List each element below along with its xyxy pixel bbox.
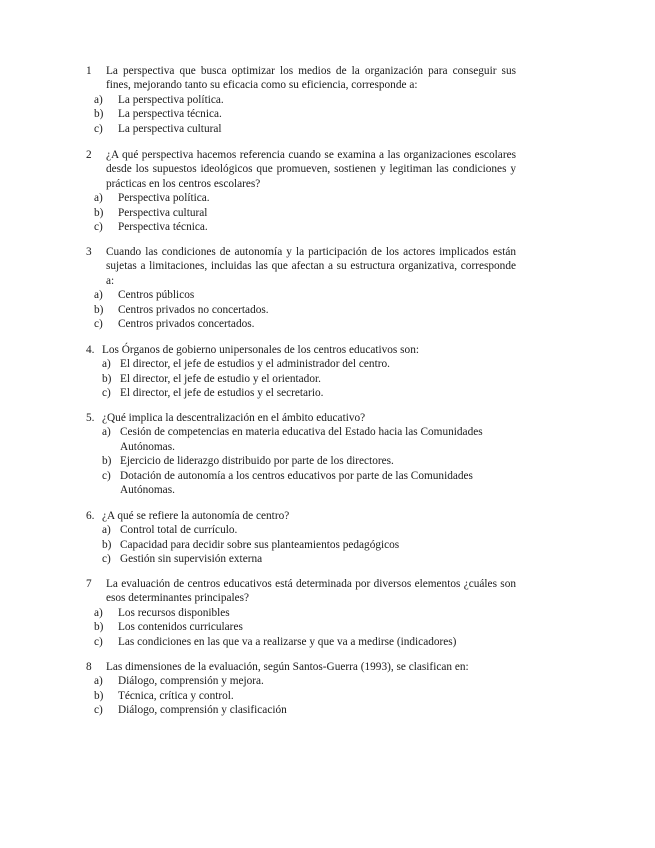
option-letter: c) [102, 469, 111, 482]
option-letter: b) [102, 538, 112, 551]
question-5 [86, 411, 516, 497]
option-a [86, 523, 516, 537]
question-1 [86, 64, 516, 136]
option-text: Centros privados no concertados. [118, 303, 269, 316]
question-text: Cuando las condiciones de autonomía y la participación de los actores implicados están sujetas a limitaciones, incluidas las que afectan a su estructura organizativa, corresponde a: [106, 246, 516, 287]
option-text: El director, el jefe de estudio y el orientador. [120, 372, 321, 385]
option-list [86, 425, 516, 497]
option-letter: b) [102, 455, 112, 468]
option-c [86, 635, 516, 649]
option-a [86, 191, 516, 205]
option-letter: a) [102, 524, 111, 537]
option-letter: a) [94, 606, 103, 619]
option-text: Perspectiva técnica. [118, 221, 208, 234]
option-list [86, 191, 516, 234]
option-letter: a) [102, 358, 111, 371]
question-number: 1 [86, 65, 92, 77]
option-letter: b) [94, 108, 104, 121]
option-text: Centros privados concertados. [118, 318, 255, 331]
option-c [86, 469, 516, 498]
option-list [86, 288, 516, 331]
question-text: La perspectiva que busca optimizar los medios de la organización para conseguir sus fines, mejorando tanto su eficacia como su eficiencia, corresponde a: [106, 65, 516, 92]
option-b [86, 538, 516, 552]
option-a [86, 674, 516, 688]
option-c [86, 317, 516, 331]
option-text: La perspectiva política. [118, 93, 224, 106]
option-text: Control total de currículo. [120, 524, 238, 537]
option-a [86, 288, 516, 302]
question-text: ¿Qué implica la descentralización en el ámbito educativo? [102, 412, 366, 424]
option-letter: c) [102, 387, 111, 400]
option-text: El director, el jefe de estudios y el secretario. [120, 387, 324, 400]
option-text: Diálogo, comprensión y mejora. [118, 675, 264, 688]
question-number: 5. [86, 412, 95, 424]
question-8 [86, 660, 516, 718]
option-list [86, 606, 516, 649]
question-text: Las dimensiones de la evaluación, según Santos-Guerra (1993), se clasifican en: [106, 661, 469, 673]
question-3 [86, 245, 516, 331]
option-text: La perspectiva cultural [118, 122, 222, 135]
option-b [86, 107, 516, 121]
option-letter: a) [94, 93, 103, 106]
option-c [86, 552, 516, 566]
option-text: Centros públicos [118, 289, 195, 302]
option-letter: b) [94, 689, 104, 702]
option-letter: c) [94, 122, 103, 135]
option-list [86, 357, 516, 400]
option-letter: c) [94, 318, 103, 331]
option-text: Perspectiva política. [118, 192, 210, 205]
option-letter: b) [102, 372, 112, 385]
option-text: La perspectiva técnica. [118, 108, 222, 121]
option-b [86, 372, 516, 386]
question-2 [86, 148, 516, 234]
question-text: La evaluación de centros educativos está determinada por diversos elementos ¿cuáles son esos determinantes principales? [106, 578, 516, 605]
option-letter: c) [102, 553, 111, 566]
option-a [86, 357, 516, 371]
option-b [86, 689, 516, 703]
option-b [86, 303, 516, 317]
option-b [86, 454, 516, 468]
option-letter: b) [94, 206, 104, 219]
option-letter: a) [94, 675, 103, 688]
question-number: 2 [86, 149, 92, 161]
option-letter: c) [94, 635, 103, 648]
option-list [86, 523, 516, 566]
option-text: El director, el jefe de estudios y el administrador del centro. [120, 358, 390, 371]
option-text: Perspectiva cultural [118, 206, 208, 219]
option-text: Técnica, crítica y control. [118, 689, 234, 702]
option-b [86, 206, 516, 220]
option-text: Gestión sin supervisión externa [120, 553, 263, 566]
question-number: 8 [86, 661, 92, 673]
question-text: Los Órganos de gobierno unipersonales de los centros educativos son: [102, 344, 419, 356]
option-text: Capacidad para decidir sobre sus planteamientos pedagógicos [120, 538, 400, 551]
question-7 [86, 577, 516, 649]
option-letter: b) [94, 621, 104, 634]
option-letter: b) [94, 303, 104, 316]
question-number: 7 [86, 578, 92, 590]
question-number: 3 [86, 246, 92, 258]
option-c [86, 703, 516, 717]
question-number: 4. [86, 344, 95, 356]
option-b [86, 620, 516, 634]
option-c [86, 220, 516, 234]
option-list [86, 93, 516, 136]
option-text: Ejercicio de liderazgo distribuido por parte de los directores. [120, 455, 394, 468]
question-text: ¿A qué perspectiva hacemos referencia cuando se examina a las organizaciones escolares desde los supuestos ideológicos que promueven, sostienen y legitiman las condiciones y prácticas en los centros escolares? [106, 149, 516, 190]
option-text: Las condiciones en las que va a realizarse y que va a medirse (indicadores) [118, 635, 457, 648]
option-letter: a) [102, 426, 111, 439]
question-6 [86, 509, 516, 567]
option-a [86, 425, 516, 454]
option-text: Cesión de competencias en materia educativa del Estado hacia las Comunidades Autónomas. [120, 426, 483, 453]
option-a [86, 606, 516, 620]
option-list [86, 674, 516, 717]
option-c [86, 122, 516, 136]
option-text: Los contenidos curriculares [118, 621, 243, 634]
option-letter: a) [94, 289, 103, 302]
option-text: Diálogo, comprensión y clasificación [118, 704, 287, 717]
option-text: Los recursos disponibles [118, 606, 230, 619]
question-number: 6. [86, 510, 95, 522]
option-c [86, 386, 516, 400]
option-letter: c) [94, 704, 103, 717]
question-4 [86, 343, 516, 401]
option-text: Dotación de autonomía a los centros educativos por parte de las Comunidades Autónomas. [120, 469, 473, 497]
option-a [86, 93, 516, 107]
option-letter: a) [94, 192, 103, 205]
question-text: ¿A qué se refiere la autonomía de centro? [102, 510, 290, 522]
option-letter: c) [94, 221, 103, 234]
